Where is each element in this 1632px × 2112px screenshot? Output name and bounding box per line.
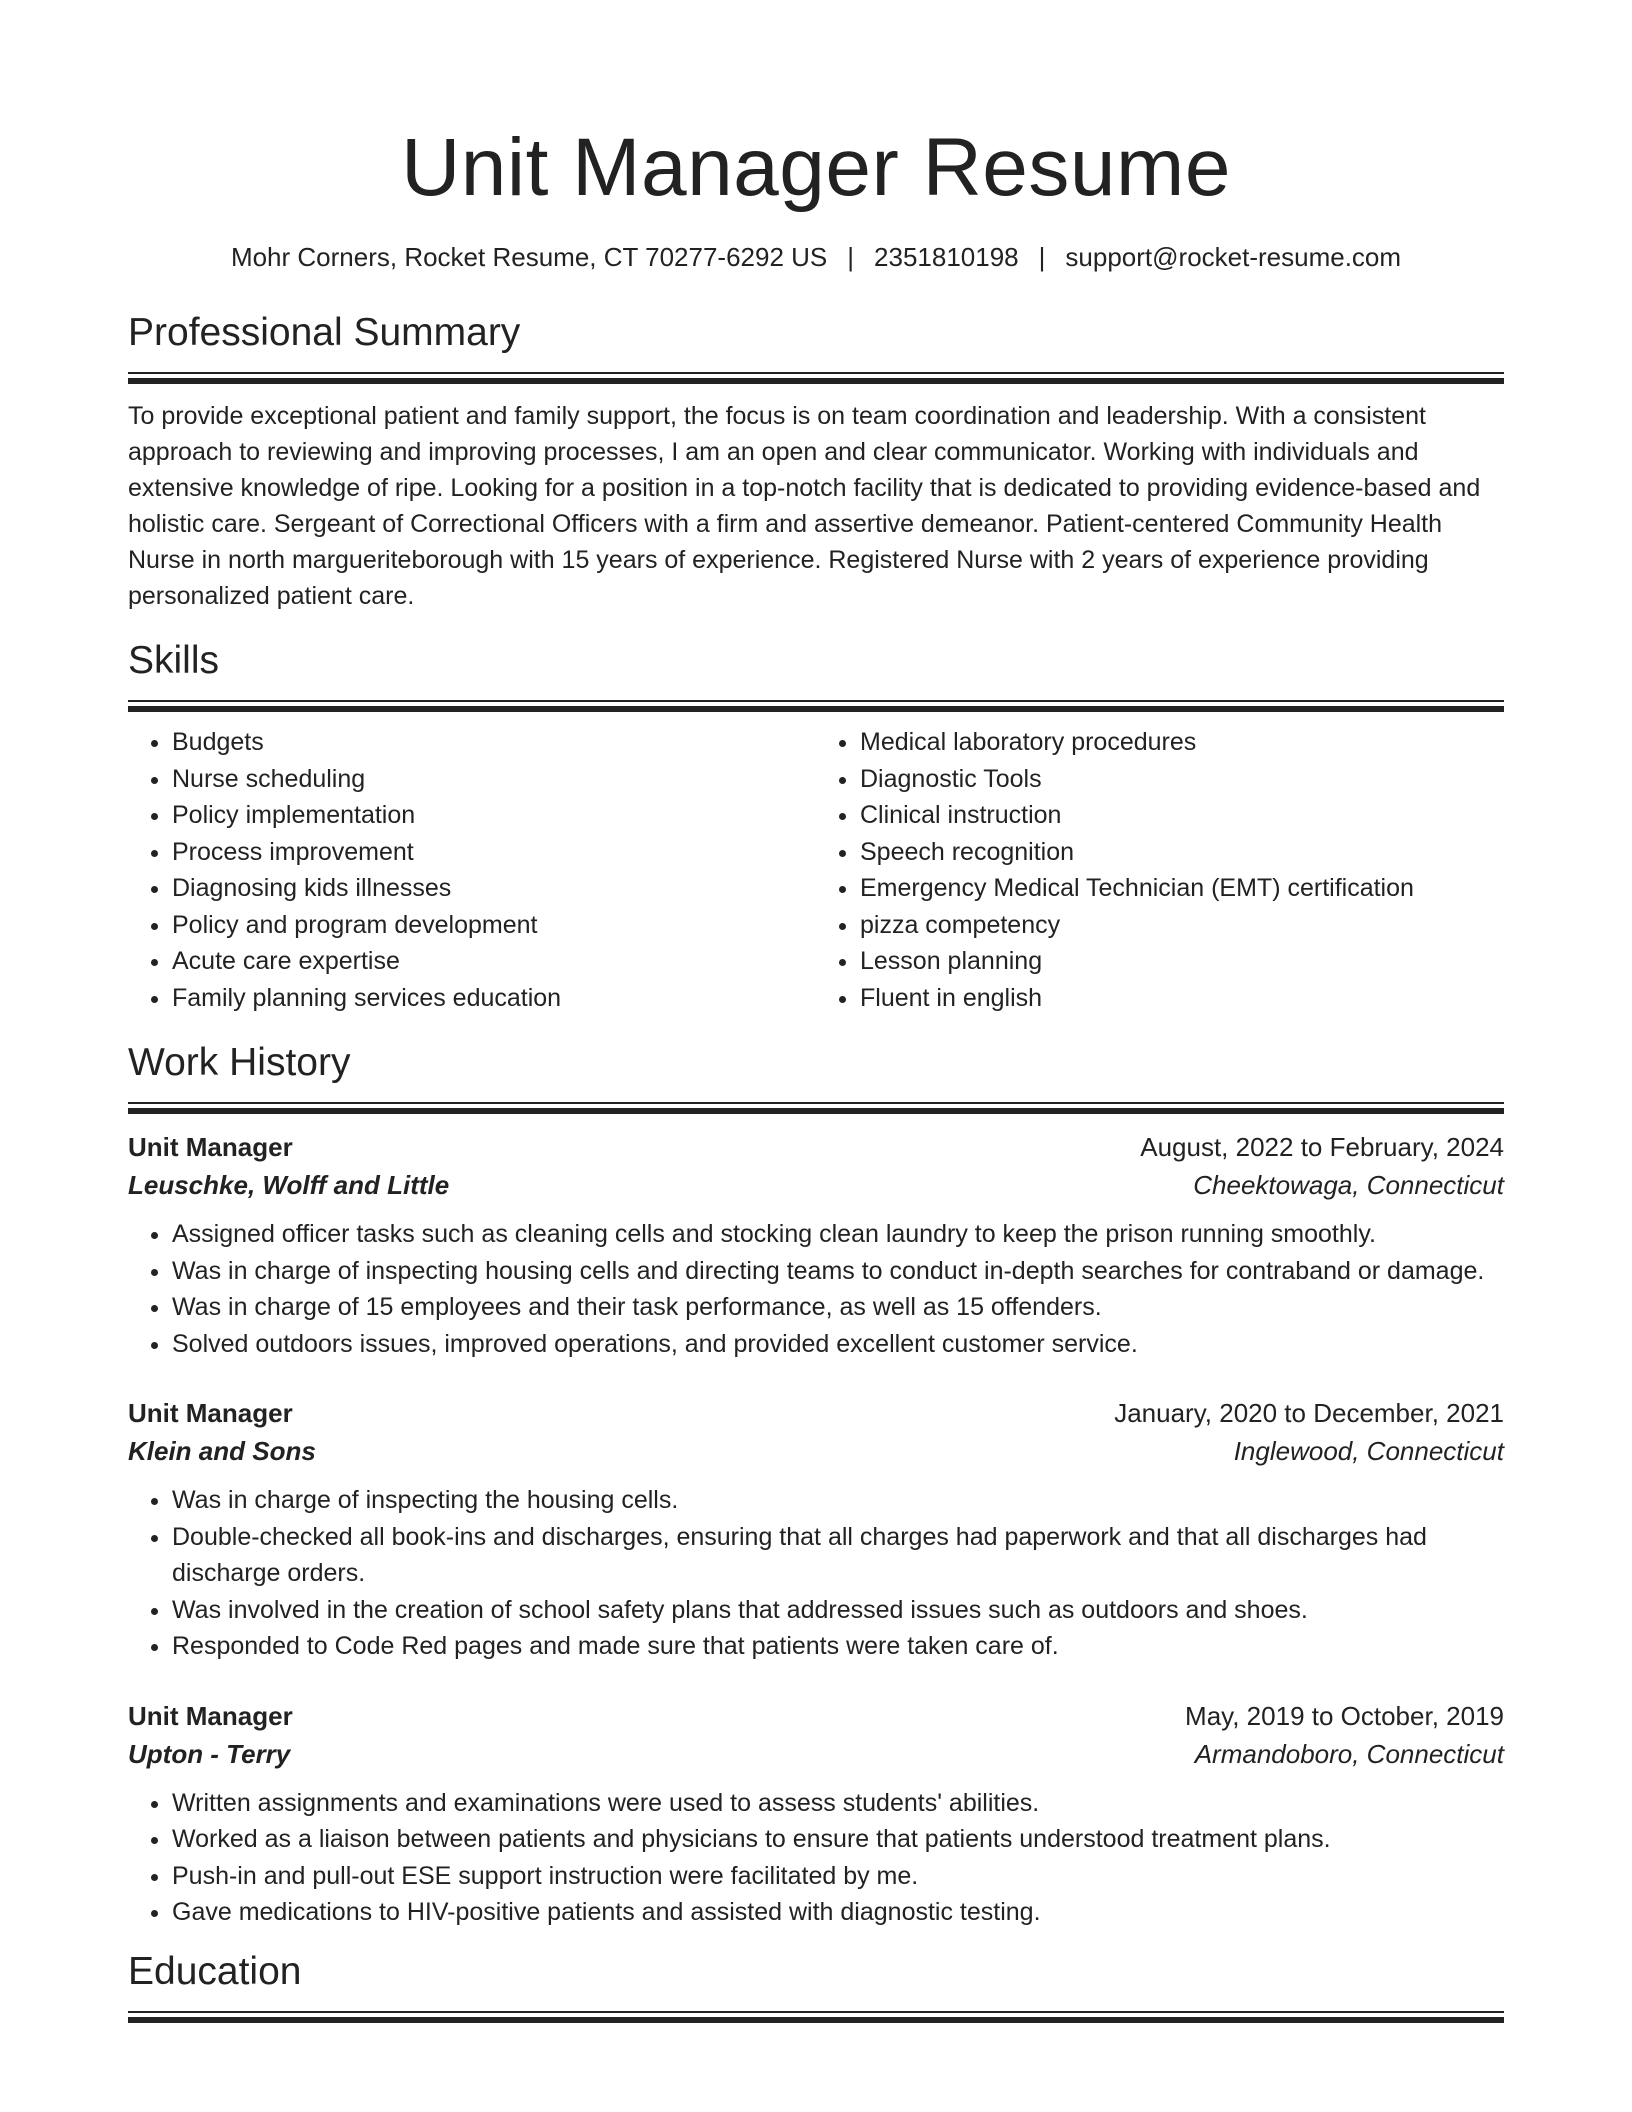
section-divider <box>128 700 1504 712</box>
job-dates: May, 2019 to October, 2019 <box>1185 1700 1504 1731</box>
section-heading-summary: Professional Summary <box>128 311 521 354</box>
skill-item: • Speech recognition <box>860 834 1504 871</box>
job-company: Upton - Terry <box>128 1738 291 1769</box>
job-bullet: • Gave medications to HIV-positive patients and assisted with diagnostic testing. <box>172 1894 1504 1931</box>
job-bullet: • Was in charge of 15 employees and their task performance, as well as 15 offenders. <box>172 1289 1504 1326</box>
section-divider <box>128 2011 1504 2023</box>
job-header-row <box>128 1128 1504 1166</box>
skill-item: • Lesson planning <box>860 943 1504 980</box>
job-bullet-list <box>128 1482 1504 1665</box>
skill-item: • Clinical instruction <box>860 797 1504 834</box>
skills-list-right <box>816 724 1504 1016</box>
job-subheader-row <box>128 1735 1504 1773</box>
contact-email: support@rocket-resume.com <box>1065 242 1402 272</box>
job-subheader-row <box>128 1166 1504 1204</box>
skills-list-left <box>128 724 816 1016</box>
job-bullet: • Was in charge of inspecting the housing cells. <box>172 1482 1504 1519</box>
job-dates: August, 2022 to February, 2024 <box>1140 1132 1504 1162</box>
job-title: Unit Manager <box>128 1132 293 1162</box>
summary-text: To provide exceptional patient and family support, the focus is on team coordination and leadership. With a consistent approach to reviewing and improving processes, I am an open and clear communicator. Working with individuals and extensive knowledge of ripe. Looking for a position in a top-notch facility that is dedicated to providing evidence-based and holistic care. Sergeant of Correctional Officers with a firm and assertive demeanor. Patient-centered Community Health Nurse in north margueriteborough with 15 years of experience. Registered Nurse with 2 years of experience providing personalized patient care. <box>128 402 1481 610</box>
work-history-section <box>128 1038 1504 1931</box>
job-dates: January, 2020 to December, 2021 <box>1114 1398 1504 1428</box>
contact-address: Mohr Corners, Rocket Resume, CT 70277-6292 US <box>230 242 828 272</box>
skill-item: • Acute care expertise <box>172 943 816 980</box>
job-bullet: • Assigned officer tasks such as cleaning cells and stocking clean laundry to keep the prison running smoothly. <box>172 1216 1504 1253</box>
skills-columns <box>128 724 1504 1016</box>
skill-item: • Medical laboratory procedures <box>860 724 1504 761</box>
section-divider <box>128 372 1504 384</box>
job-company: Leuschke, Wolff and Little <box>128 1170 450 1200</box>
job-bullet: • Was in charge of inspecting housing cells and directing teams to conduct in-depth searches for contraband or damage. <box>172 1253 1504 1290</box>
job-location: Inglewood, Connecticut <box>1233 1436 1504 1466</box>
section-heading-skills: Skills <box>128 639 220 682</box>
skill-item: • Nurse scheduling <box>172 761 816 798</box>
job-title: Unit Manager <box>128 1700 293 1731</box>
job-bullet: • Solved outdoors issues, improved operations, and provided excellent customer service. <box>172 1326 1504 1363</box>
job-bullet: • Responded to Code Red pages and made sure that patients were taken care of. <box>172 1628 1504 1665</box>
skill-item: • Policy implementation <box>172 797 816 834</box>
contact-phone: 2351810198 <box>874 242 1019 272</box>
job-company: Klein and Sons <box>128 1436 316 1466</box>
job-entry <box>128 1697 1504 1931</box>
job-bullet: • Written assignments and examinations were used to assess students' abilities. <box>172 1785 1504 1822</box>
job-bullet-list <box>128 1216 1504 1362</box>
skill-item: • Family planning services education <box>172 980 816 1017</box>
resume-title: Unit Manager Resume <box>401 122 1231 213</box>
skill-item: • Budgets <box>172 724 816 761</box>
skill-item: • pizza competency <box>860 907 1504 944</box>
skill-item: • Emergency Medical Technician (EMT) certification <box>860 870 1504 907</box>
job-header-row <box>128 1394 1504 1432</box>
job-location: Cheektowaga, Connecticut <box>1193 1170 1504 1200</box>
job-bullet: • Push-in and pull-out ESE support instruction were facilitated by me. <box>172 1858 1504 1895</box>
education-section <box>128 1947 1504 2023</box>
job-bullet-list <box>128 1785 1504 1931</box>
contact-separator: | <box>847 242 855 272</box>
section-heading-education: Education <box>128 1949 302 1993</box>
section-heading-work-history: Work History <box>128 1041 351 1084</box>
job-location: Armandoboro, Connecticut <box>1194 1738 1504 1769</box>
skills-section <box>128 636 1504 1016</box>
job-bullet: • Worked as a liaison between patients and physicians to ensure that patients understood treatment plans. <box>172 1821 1504 1858</box>
skill-item: • Process improvement <box>172 834 816 871</box>
job-subheader-row <box>128 1432 1504 1470</box>
job-entry <box>128 1394 1504 1665</box>
job-title: Unit Manager <box>128 1398 293 1428</box>
job-header-row <box>128 1697 1504 1735</box>
summary-section <box>128 308 1504 614</box>
job-bullet: • Was involved in the creation of school safety plans that addressed issues such as outdoors and shoes. <box>172 1592 1504 1629</box>
skill-item: • Policy and program development <box>172 907 816 944</box>
job-entry <box>128 1128 1504 1362</box>
skill-item: • Diagnosing kids illnesses <box>172 870 816 907</box>
skill-item: • Diagnostic Tools <box>860 761 1504 798</box>
skill-item: • Fluent in english <box>860 980 1504 1017</box>
contact-line <box>128 240 1504 274</box>
job-bullet: • Double-checked all book-ins and discharges, ensuring that all charges had paperwork and that all discharges had discharge orders. <box>172 1519 1504 1592</box>
section-divider <box>128 1102 1504 1114</box>
contact-separator: | <box>1038 242 1046 272</box>
